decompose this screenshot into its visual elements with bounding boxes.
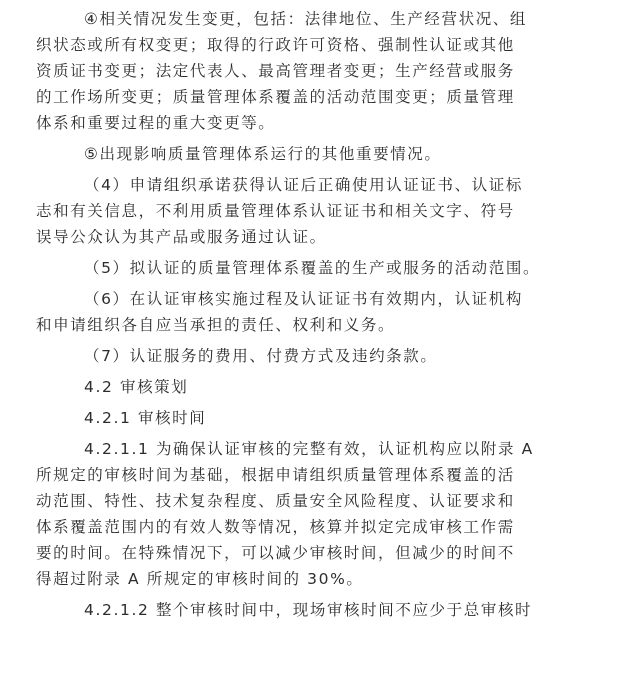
- text-line: 4.2.1.1 为确保认证审核的完整有效，认证机构应以附录 A: [84, 440, 534, 458]
- section-heading-4-2-1: [36, 405, 617, 431]
- paragraph-4-2-1-2: [36, 597, 617, 623]
- text-line: 要的时间。在特殊情况下，可以减少审核时间，但减少的时间不: [36, 544, 515, 562]
- text-line: ⑤出现影响质量管理体系运行的其他重要情况。: [84, 145, 442, 163]
- text-line: 体系覆盖范围内的有效人数等情况，核算并拟定完成审核工作需: [36, 518, 515, 536]
- text-line: （5）拟认证的质量管理体系覆盖的生产或服务的活动范围。: [84, 259, 541, 277]
- text-line: 和申请组织各自应当承担的责任、权利和义务。: [36, 316, 396, 334]
- paragraph-item-4: [36, 172, 617, 250]
- heading-text: 4.2.1 审核时间: [84, 409, 207, 427]
- text-line: 所规定的审核时间为基础，根据申请组织质量管理体系覆盖的活: [36, 466, 515, 484]
- text-line: 织状态或所有权变更；取得的行政许可资格、强制性认证或其他: [36, 36, 515, 54]
- text-line: 得超过附录 A 所规定的审核时间的 30%。: [36, 570, 364, 588]
- paragraph-item-7: [36, 343, 617, 369]
- text-line: （6）在认证审核实施过程及认证证书有效期内，认证机构: [84, 290, 523, 308]
- text-line: 4.2.1.2 整个审核时间中，现场审核时间不应少于总审核时: [84, 601, 533, 619]
- paragraph-other-situations: [36, 141, 617, 167]
- text-line: ④相关情况发生变更，包括：法律地位、生产经营状况、组: [84, 10, 527, 28]
- paragraph-item-6: [36, 286, 617, 338]
- text-line: 的工作场所变更；质量管理体系覆盖的活动范围变更；质量管理: [36, 88, 515, 106]
- text-line: 志和有关信息，不利用质量管理体系认证证书和相关文字、符号: [36, 202, 515, 220]
- text-line: （7）认证服务的费用、付费方式及违约条款。: [84, 347, 438, 365]
- heading-text: 4.2 审核策划: [84, 378, 189, 396]
- paragraph-change-circumstances: [36, 6, 617, 136]
- paragraph-4-2-1-1: [36, 436, 617, 592]
- text-line: 动范围、特性、技术复杂程度、质量安全风险程度、认证要求和: [36, 492, 515, 510]
- text-line: 误导公众认为其产品或服务通过认证。: [36, 228, 327, 246]
- paragraph-item-5: [36, 255, 617, 281]
- text-line: （4）申请组织承诺获得认证后正确使用认证证书、认证标: [84, 176, 523, 194]
- section-heading-4-2: [36, 374, 617, 400]
- text-line: 体系和重要过程的重大变更等。: [36, 114, 276, 132]
- text-line: 资质证书变更；法定代表人、最高管理者变更；生产经营或服务: [36, 62, 515, 80]
